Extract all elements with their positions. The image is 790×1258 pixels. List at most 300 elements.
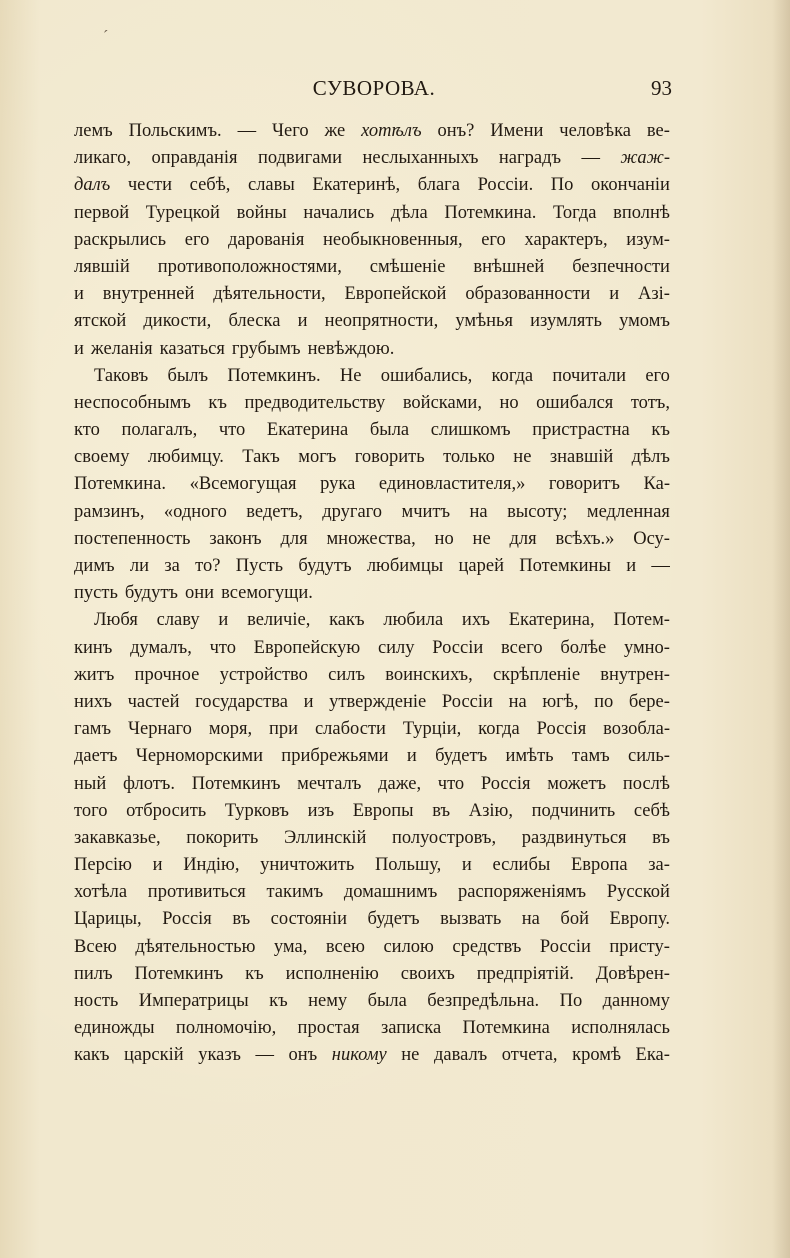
word: же — [324, 121, 346, 141]
word: и — [303, 691, 314, 712]
text-line — [74, 716, 670, 743]
word: изумлять — [530, 311, 602, 332]
word: Потемкина. — [444, 202, 537, 223]
word: указъ — [198, 1045, 241, 1066]
word: Россіи — [432, 637, 484, 658]
word: думалъ, — [130, 637, 192, 658]
word: силъ — [328, 664, 366, 685]
word: постепенность — [74, 528, 191, 549]
word: всего — [500, 637, 543, 658]
text-line — [74, 771, 670, 798]
word: даже, — [378, 773, 422, 794]
page-header — [74, 72, 674, 106]
word: ума, — [273, 936, 308, 957]
word: войсками, — [402, 392, 482, 413]
word: Азію, — [468, 800, 513, 821]
word: распоряженіямъ — [457, 882, 587, 903]
word: они — [185, 583, 215, 604]
word: грубымъ — [231, 338, 301, 359]
word: никому — [331, 1045, 387, 1066]
word: будутъ — [298, 556, 352, 576]
word: мчитъ — [401, 501, 451, 522]
word: почитали — [552, 365, 627, 386]
word: бой — [560, 909, 589, 930]
word: Екатеринѣ, — [312, 175, 401, 196]
word: данному — [602, 991, 670, 1011]
word: человѣка — [559, 121, 631, 141]
word: пусть — [74, 583, 118, 604]
word: ве- — [646, 121, 670, 141]
word: флотъ. — [122, 773, 175, 794]
text-line — [74, 281, 670, 308]
word: и — [297, 311, 308, 332]
word: на — [508, 691, 527, 712]
word: на — [521, 909, 540, 930]
word: славу — [156, 610, 200, 631]
word: единожды — [74, 1018, 155, 1039]
word: войны — [236, 202, 287, 223]
word: Пусть — [235, 556, 284, 576]
word: возобла- — [603, 719, 670, 740]
word: могъ — [298, 447, 337, 468]
text-line — [74, 553, 670, 580]
word: себѣ, — [189, 175, 231, 196]
word: любимцу. — [147, 447, 224, 468]
word: — — [255, 1045, 274, 1066]
word: гамъ — [74, 719, 112, 740]
word: силу — [377, 637, 415, 658]
text-line — [74, 200, 670, 227]
word: подчинить — [531, 800, 616, 821]
word: давалъ — [433, 1045, 488, 1066]
text-line — [74, 662, 670, 689]
text-line — [74, 390, 670, 417]
word: Россіи — [441, 691, 493, 712]
word: можетъ — [547, 773, 607, 794]
word: когда — [491, 365, 534, 386]
word: не — [401, 1045, 420, 1066]
text-line — [74, 1015, 670, 1042]
word: его — [645, 365, 670, 386]
word: говорить — [354, 447, 425, 468]
word: кинъ — [74, 637, 113, 658]
word: для — [280, 528, 308, 549]
word: начались — [303, 202, 375, 223]
word: Екатерина, — [508, 610, 595, 631]
text-line — [74, 825, 670, 852]
word: мечталъ — [297, 773, 362, 794]
word: такимъ — [266, 882, 324, 903]
word: будетъ — [435, 746, 488, 767]
word: чести — [127, 175, 173, 196]
word: пилъ — [74, 963, 113, 984]
text-line — [74, 363, 670, 390]
text-line — [74, 172, 670, 199]
word: за- — [648, 855, 670, 876]
word: даетъ — [74, 746, 118, 767]
word: болѣе — [560, 637, 607, 658]
word: за — [164, 556, 180, 576]
word: средствъ — [452, 936, 522, 957]
word: пристрастна — [532, 420, 630, 441]
word: покорить — [186, 827, 259, 848]
word: Потемкина — [462, 1018, 550, 1039]
word: будетъ — [367, 909, 420, 930]
word: желанія — [90, 338, 153, 359]
word: Тогда — [553, 202, 597, 223]
word: всѣхъ.» — [555, 528, 615, 549]
word: закавказье, — [74, 827, 161, 848]
word: по — [594, 691, 614, 712]
running-title: СУВОРОВА. — [312, 76, 436, 100]
word: на — [469, 501, 488, 522]
word: раздвинуться — [521, 827, 627, 848]
word: тамъ — [571, 746, 610, 767]
word: и — [406, 746, 417, 767]
word: Чернаго — [127, 719, 192, 740]
word: полномочію, — [175, 1018, 277, 1039]
word: оправданія — [151, 148, 238, 169]
word: къ — [208, 392, 227, 413]
word: своихъ — [400, 963, 455, 984]
text-line — [74, 988, 670, 1015]
text-line — [74, 227, 670, 254]
word: По — [550, 175, 574, 196]
word: ли — [129, 556, 150, 576]
word: состояніи — [270, 909, 347, 930]
word: Европы — [352, 800, 414, 821]
word: Турецкой — [145, 202, 220, 223]
text-line — [74, 308, 670, 335]
word: дѣятельности, — [213, 284, 326, 305]
word: другаго — [322, 501, 383, 522]
word: его — [481, 229, 506, 250]
word: присту- — [609, 936, 670, 957]
text-line — [74, 336, 670, 363]
word: высоту; — [507, 501, 568, 522]
word: имѣть — [505, 746, 554, 767]
word: — — [651, 556, 670, 576]
word: противиться — [147, 882, 246, 903]
word: царей — [458, 556, 504, 576]
text-line — [74, 743, 670, 770]
word: димъ — [74, 556, 115, 576]
word: простая — [297, 1018, 360, 1039]
word: казаться — [159, 338, 225, 359]
word: и — [461, 855, 472, 876]
word: внѣшней — [473, 256, 545, 277]
word: любимцы — [366, 556, 444, 576]
word: что — [437, 773, 465, 794]
word: ятской — [74, 311, 127, 332]
word: лемъ — [74, 121, 113, 141]
word: отчета, — [501, 1045, 558, 1066]
word: силь- — [628, 746, 670, 767]
word: «Всемогущая — [189, 474, 297, 495]
text-line — [74, 145, 670, 172]
text-line — [74, 444, 670, 471]
word: Потем- — [613, 610, 670, 631]
word: ность — [74, 991, 119, 1011]
word: онъ? — [437, 121, 475, 141]
word: въ — [652, 827, 670, 848]
word: Всею — [74, 936, 117, 957]
word: себѣ — [633, 800, 670, 821]
word: единовластителя,» — [378, 474, 526, 495]
word: медленная — [586, 501, 670, 522]
word: и — [626, 556, 637, 576]
word: и — [74, 284, 84, 305]
word: какъ — [74, 1045, 110, 1066]
word: славы — [247, 175, 295, 196]
word: не — [472, 528, 491, 549]
word: Польскимъ. — [128, 121, 222, 141]
word: исполненію — [285, 963, 379, 984]
word: Европа — [570, 855, 628, 876]
word: слабости — [314, 719, 386, 740]
word: и — [609, 284, 620, 305]
word: Эллинскій — [283, 827, 367, 848]
word: предводительству — [244, 392, 386, 413]
word: внутрен- — [600, 664, 670, 685]
text-line — [74, 879, 670, 906]
word: окончаніи — [591, 175, 670, 196]
text-line — [74, 1042, 670, 1069]
word: дѣла — [390, 202, 428, 223]
word: умно- — [623, 637, 670, 658]
word: отбросить — [126, 800, 207, 821]
word: домашнимъ — [343, 882, 438, 903]
body-text — [74, 118, 670, 1070]
word: жаж- — [620, 148, 670, 169]
word: еслибы — [492, 855, 551, 876]
word: и — [152, 855, 163, 876]
word: умомъ — [619, 311, 670, 332]
word: изъ — [307, 800, 335, 821]
word: ошибался — [536, 392, 614, 413]
word: прибрежьями — [281, 746, 389, 767]
word: была — [367, 991, 407, 1011]
word: блага — [417, 175, 460, 196]
word: умѣнья — [455, 311, 513, 332]
word: ный — [74, 773, 107, 794]
word: безпредѣльна. — [427, 991, 540, 1011]
word: Осу- — [633, 528, 670, 549]
text-line — [74, 906, 670, 933]
text-line — [74, 961, 670, 988]
text-line — [74, 798, 670, 825]
word: — — [581, 148, 600, 169]
word: Такъ — [242, 447, 280, 468]
word: законъ — [209, 528, 262, 549]
word: Потемкинъ — [191, 773, 281, 794]
word: Потемкинъ. — [227, 365, 321, 386]
word: дикости, — [143, 311, 212, 332]
word: уничтожить — [260, 855, 355, 876]
text-line — [74, 635, 670, 662]
word: Довѣрен- — [595, 963, 670, 984]
word: необыкновенныя, — [323, 229, 463, 250]
word: невѣждою. — [307, 338, 395, 359]
word: и — [74, 338, 84, 359]
word: Чего — [271, 121, 309, 141]
word: всемогущи. — [221, 583, 313, 604]
word: Россіи — [539, 936, 591, 957]
word: Русской — [606, 882, 670, 903]
word: югѣ, — [542, 691, 579, 712]
word: неопрятности, — [324, 311, 439, 332]
word: Любя — [94, 610, 138, 631]
word: къ — [651, 420, 670, 441]
word: моря, — [208, 719, 253, 740]
word: неспособнымъ — [74, 392, 191, 413]
word: Екатерина — [266, 420, 349, 441]
word: утвержденіе — [329, 691, 427, 712]
word: вызвать — [440, 909, 502, 930]
word: дарованія — [228, 229, 305, 250]
margin-pencil-mark: ˊ — [103, 28, 109, 45]
word: бере- — [628, 691, 670, 712]
word: ведетъ, — [246, 501, 303, 522]
word: рука — [320, 474, 356, 495]
word: царскій — [124, 1045, 184, 1066]
word: Россія — [480, 773, 531, 794]
word: исполнялась — [571, 1018, 670, 1039]
word: въ — [432, 800, 451, 821]
word: Европейскую — [253, 637, 361, 658]
text-line — [74, 580, 670, 607]
word: силою — [383, 936, 434, 957]
word: — — [237, 121, 257, 141]
word: далъ — [74, 175, 111, 196]
word: неслыханныхъ — [362, 148, 479, 169]
word: любила — [383, 610, 444, 631]
word: раскрылись — [74, 229, 167, 250]
word: прочное — [134, 664, 200, 685]
text-line — [74, 852, 670, 879]
word: подвигами — [257, 148, 343, 169]
text-line — [74, 689, 670, 716]
word: нихъ — [74, 691, 112, 712]
page-edge-shadow — [772, 0, 790, 1258]
word: въ — [232, 909, 251, 930]
text-line — [74, 471, 670, 498]
word: только — [443, 447, 495, 468]
word: дѣлъ — [631, 447, 670, 468]
word: величіе, — [247, 610, 311, 631]
word: но — [499, 392, 519, 413]
word: изум- — [626, 229, 670, 250]
word: при — [269, 719, 299, 740]
word: Европейской — [344, 284, 447, 305]
word: внутренней — [102, 284, 195, 305]
word: его — [184, 229, 210, 250]
word: ихъ — [461, 610, 490, 631]
text-line — [74, 254, 670, 281]
word: рамзинъ, — [74, 501, 145, 522]
word: Россія — [162, 909, 212, 930]
word: Черноморскими — [135, 746, 263, 767]
word: предпріятій. — [476, 963, 574, 984]
word: Европу. — [609, 909, 670, 930]
word: противоположностями, — [157, 256, 342, 277]
word: къ — [269, 991, 288, 1011]
text-line — [74, 417, 670, 444]
text-line — [74, 118, 670, 145]
word: какъ — [329, 610, 365, 631]
word: скрѣпленіе — [492, 664, 581, 685]
word: не — [513, 447, 532, 468]
word: государства — [195, 691, 288, 712]
word: что — [209, 637, 236, 658]
word: своему — [74, 447, 130, 468]
word: для — [509, 528, 537, 549]
word: ликаго, — [74, 148, 132, 169]
word: вполнѣ — [613, 202, 670, 223]
word: всею — [325, 936, 365, 957]
word: полуостровъ, — [391, 827, 497, 848]
word: знавшій — [549, 447, 614, 468]
word: частей — [127, 691, 180, 712]
word: устройство — [219, 664, 308, 685]
word: образованности — [465, 284, 591, 305]
word: смѣшеніе — [369, 256, 446, 277]
word: и — [218, 610, 229, 631]
word: Турковъ — [224, 800, 289, 821]
word: Турціи, — [402, 719, 462, 740]
text-line — [74, 526, 670, 553]
word: была — [369, 420, 410, 441]
word: лявшій — [74, 256, 130, 277]
text-line — [74, 607, 670, 634]
word: что — [218, 420, 246, 441]
word: Не — [339, 365, 362, 386]
word: кто — [74, 420, 100, 441]
word: нему — [308, 991, 348, 1011]
word: множества, — [326, 528, 416, 549]
word: Россіи. — [477, 175, 534, 196]
word: Ка- — [643, 474, 670, 495]
word: былъ — [167, 365, 209, 386]
word: блеска — [228, 311, 281, 332]
word: полагалъ, — [121, 420, 198, 441]
text-line — [74, 499, 670, 526]
word: Индію, — [183, 855, 240, 876]
word: хотѣлъ — [361, 121, 422, 141]
word: Россія — [536, 719, 587, 740]
word: послѣ — [622, 773, 670, 794]
word: ошибались, — [380, 365, 473, 386]
word: Азі- — [637, 284, 670, 305]
word: Потемкины — [519, 556, 611, 576]
word: дѣятельностью — [135, 936, 256, 957]
word: когда — [478, 719, 520, 740]
word: того — [74, 800, 108, 821]
word: Таковъ — [94, 365, 149, 386]
word: Имени — [490, 121, 544, 141]
word: Польшу, — [374, 855, 442, 876]
word: первой — [74, 202, 130, 223]
word: характеръ, — [524, 229, 608, 250]
word: житъ — [74, 664, 115, 685]
word: хотѣла — [74, 882, 128, 903]
word: онъ — [288, 1045, 318, 1066]
word: По — [559, 991, 583, 1011]
word: Потемкинъ — [134, 963, 224, 984]
word: Императрицы — [138, 991, 249, 1011]
word: воинскихъ, — [385, 664, 473, 685]
text-line — [74, 934, 670, 961]
